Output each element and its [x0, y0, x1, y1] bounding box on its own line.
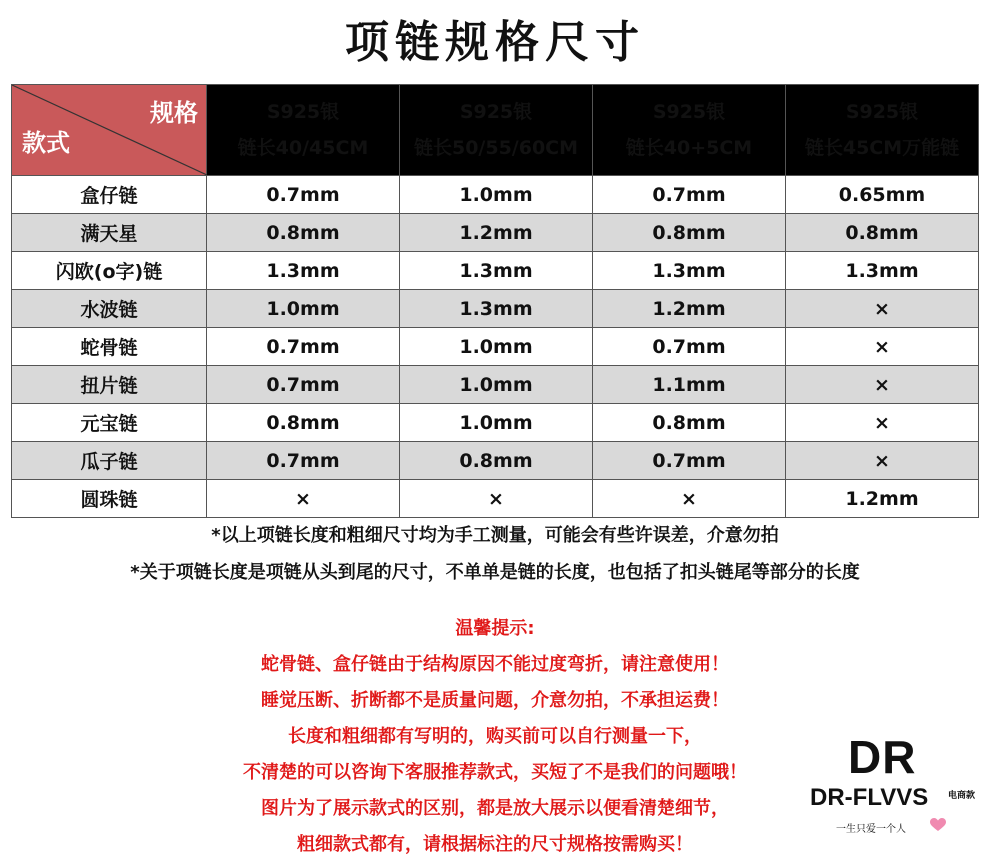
table-row [12, 290, 979, 328]
value-cell: 1.0mm [400, 366, 593, 404]
tips-heading: 温馨提示: [455, 618, 535, 639]
logo-sub: 电商款 [948, 791, 976, 801]
corner-header-cell [12, 85, 207, 176]
table-row [12, 480, 979, 518]
table-row [12, 328, 979, 366]
header-cell: S925银 链长50/55/60CM [400, 85, 593, 176]
value-cell: 0.8mm [207, 404, 400, 442]
value-cell: 1.2mm [786, 480, 979, 518]
value-cell: 1.3mm [400, 252, 593, 290]
table-row [12, 366, 979, 404]
spec-table [11, 84, 979, 518]
value-cell: 1.0mm [207, 290, 400, 328]
table-row [12, 176, 979, 214]
value-cell: 0.8mm [400, 442, 593, 480]
value-cell: × [207, 480, 400, 518]
value-cell: × [786, 366, 979, 404]
tips-line: 粗细款式都有，请根据标注的尺寸规格按需购买！ [297, 834, 693, 855]
brand-logo [808, 730, 978, 840]
measurement-note: *以上项链长度和粗细尺寸均为手工测量，可能会有些许误差，介意勿拍 [211, 525, 779, 546]
value-cell: 0.8mm [207, 214, 400, 252]
tips-line: 长度和粗细都有写明的，购买前可以自行测量一下， [288, 726, 702, 747]
heart-icon [930, 818, 946, 832]
tips-line: 睡觉压断、折断都不是质量问题，介意勿拍，不承担运费！ [261, 690, 729, 711]
tips-line: 图片为了展示款式的区别，都是放大展示以便看清楚细节， [261, 798, 729, 819]
value-cell: 0.8mm [593, 404, 786, 442]
value-cell: 1.3mm [593, 252, 786, 290]
value-cell: × [786, 328, 979, 366]
value-cell: 0.7mm [207, 442, 400, 480]
header-cell: S925银 链长45CM万能链 [786, 85, 979, 176]
row-name-cell: 盒仔链 [12, 176, 207, 214]
table-row [12, 214, 979, 252]
value-cell: 0.7mm [207, 366, 400, 404]
value-cell: 1.3mm [207, 252, 400, 290]
value-cell: 0.7mm [593, 328, 786, 366]
row-name-cell: 圆珠链 [12, 480, 207, 518]
length-note: *关于项链长度是项链从头到尾的尺寸，不单单是链的长度，也包括了扣头链尾等部分的长度 [130, 562, 860, 583]
value-cell: 0.7mm [593, 176, 786, 214]
value-cell: × [400, 480, 593, 518]
value-cell: × [786, 442, 979, 480]
tips-line: 不清楚的可以咨询下客服推荐款式，买短了不是我们的问题哦！ [243, 762, 747, 783]
row-name-cell: 蛇骨链 [12, 328, 207, 366]
value-cell: 0.7mm [207, 328, 400, 366]
value-cell: 0.7mm [207, 176, 400, 214]
logo-name: DR-FLVVS [810, 784, 929, 811]
value-cell: 1.2mm [593, 290, 786, 328]
value-cell: 1.3mm [786, 252, 979, 290]
table-row [12, 442, 979, 480]
header-cell: S925银 链长40+5CM [593, 85, 786, 176]
value-cell: 1.0mm [400, 328, 593, 366]
logo-slogan: 一生只爱一个人 [836, 824, 906, 835]
header-cell: S925银 链长40/45CM [207, 85, 400, 176]
row-name-cell: 瓜子链 [12, 442, 207, 480]
value-cell: 1.0mm [400, 176, 593, 214]
value-cell: 1.3mm [400, 290, 593, 328]
value-cell: 0.8mm [786, 214, 979, 252]
value-cell: × [786, 290, 979, 328]
value-cell: 0.65mm [786, 176, 979, 214]
tips-line: 蛇骨链、盒仔链由于结构原因不能过度弯折，请注意使用！ [261, 654, 729, 675]
value-cell: 1.0mm [400, 404, 593, 442]
row-name-cell: 扭片链 [12, 366, 207, 404]
row-name-cell: 元宝链 [12, 404, 207, 442]
table-header-row [12, 85, 979, 176]
corner-style-label: 款式 [22, 129, 70, 157]
table-row [12, 404, 979, 442]
logo-mark: DR [848, 731, 917, 783]
value-cell: × [786, 404, 979, 442]
value-cell: × [593, 480, 786, 518]
value-cell: 0.8mm [593, 214, 786, 252]
corner-spec-label: 规格 [150, 99, 198, 127]
value-cell: 1.2mm [400, 214, 593, 252]
row-name-cell: 水波链 [12, 290, 207, 328]
value-cell: 0.7mm [593, 442, 786, 480]
row-name-cell: 满天星 [12, 214, 207, 252]
value-cell: 1.1mm [593, 366, 786, 404]
row-name-cell: 闪欧(o字)链 [12, 252, 207, 290]
table-row [12, 252, 979, 290]
page-title: 项链规格尺寸 [345, 17, 645, 68]
